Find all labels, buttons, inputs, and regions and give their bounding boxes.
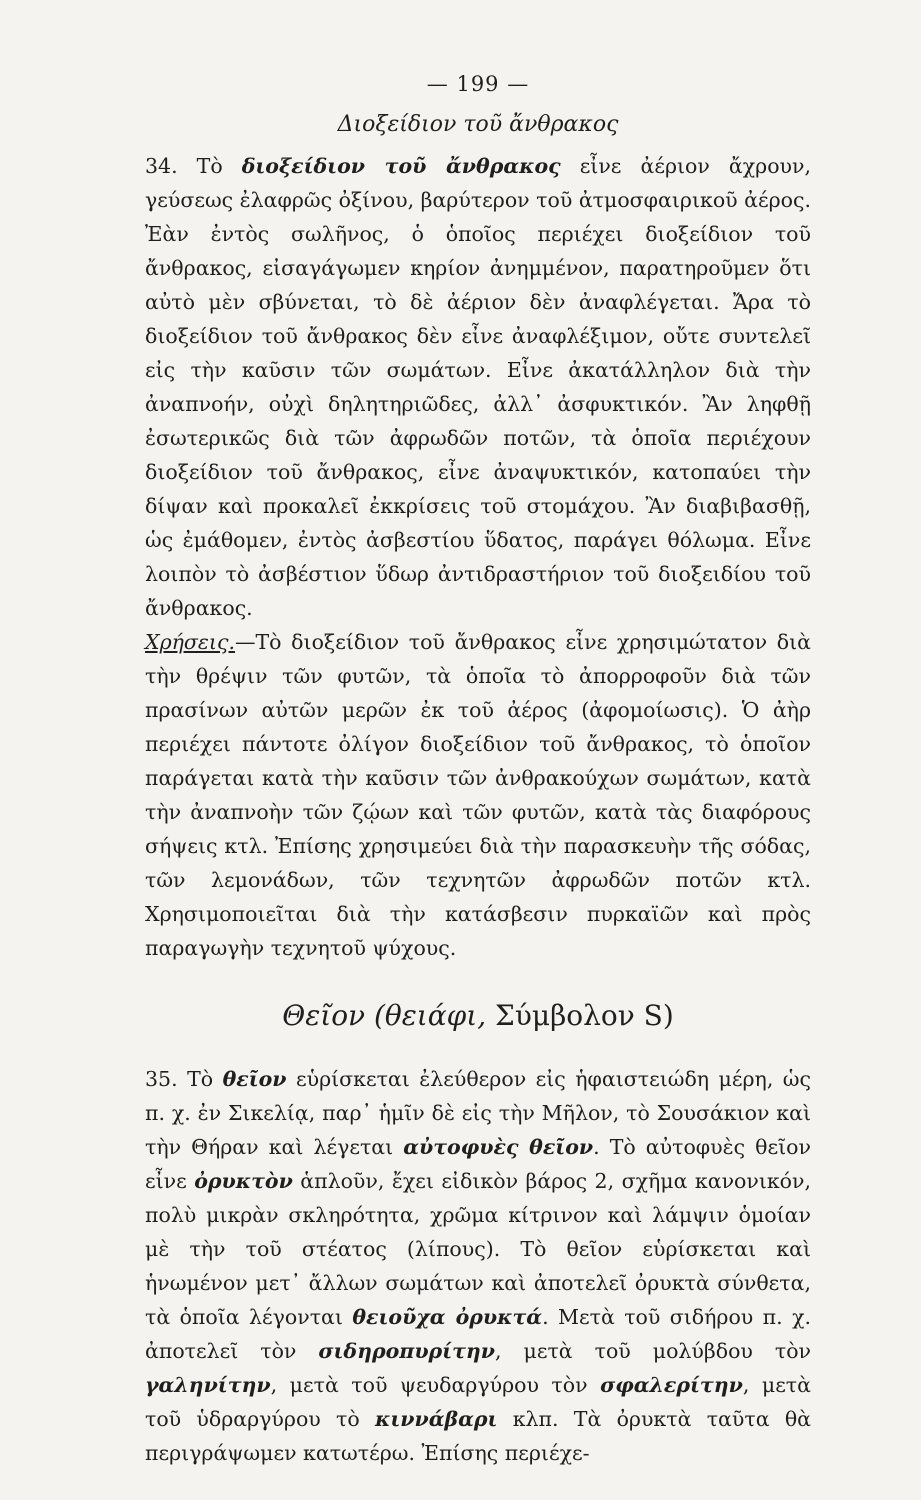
term-sulfur: θεῖον: [222, 1067, 287, 1091]
paragraph-34-number: 34. Τὸ: [145, 154, 242, 178]
section-heading-sulfur: [145, 999, 811, 1032]
p35-text-g: ἁπλοῦν, ἔχει εἰδικὸν βάρος 2, σχῆμα κανονικόν, πολὺ μικρὰν σκληρότητα, χρῶμα κίτρινον καὶ λάμψιν ὁμοίαν μὲ τὴν τοῦ στέατος (λίπους). Τὸ θεῖον εὑρίσκεται καὶ ἡνωμένον μετ᾿ ἄλλων σωμάτων καὶ ἀποτελεῖ ὀρυκτὰ σύνθετα, τὰ ὁποῖα λέγονται: [145, 1169, 811, 1329]
term-sphalerite: σφαλερίτην: [600, 1373, 743, 1397]
sulfur-heading-part2: Σύμβολον S): [486, 999, 674, 1032]
p35-text-i: . Μετὰ τοῦ σιδήρου π. χ. ἀποτελεῖ τὸν: [145, 1305, 812, 1363]
paragraph-34: [145, 149, 811, 625]
page-number: — 199 —: [426, 72, 530, 96]
paragraph-35: [145, 1062, 811, 1470]
p35-text-c: εὑρίσκεται ἐλεύθερον εἰς ἡφαιστειώδη μέρη, ὡς π. χ. ἐν Σικελίᾳ, παρ᾿ ἡμῖν δὲ εἰς τὴν Μῆλον, τὸ Σουσάκιον καὶ τὴν Θήραν καὶ λέγεται: [145, 1067, 812, 1159]
term-cinnabar: κιννάβαρι: [374, 1407, 498, 1431]
p35-text-q: κλπ. Τὰ ὀρυκτὰ ταῦτα θὰ περιγράψωμεν κατωτέρω. Ἐπίσης περιέχε-: [145, 1407, 811, 1465]
term-mineral: ὀρυκτὸν: [194, 1169, 293, 1193]
section-heading-carbon-dioxide: Διοξείδιον τοῦ ἄνθρακος: [337, 112, 619, 137]
term-carbon-dioxide: διοξείδιον τοῦ ἄνθρακος: [241, 154, 561, 178]
paragraph-uses: [145, 625, 811, 965]
p35-text-a: 35. Τὸ: [145, 1067, 223, 1091]
p35-text-k: , μετὰ τοῦ μολύβδου τὸν: [495, 1339, 811, 1363]
sulfur-heading-part1: Θεῖον (θειάφι,: [282, 999, 487, 1032]
p35-text-e: . Τὸ αὐτοφυὲς θεῖον εἶνε: [145, 1135, 811, 1193]
p35-text-o: , μετὰ τοῦ ὑδραργύρου τὸ: [145, 1373, 811, 1431]
term-native-sulfur: αὐτοφυὲς θεῖον: [403, 1135, 594, 1159]
term-pyrite: σιδηροπυρίτην: [318, 1339, 496, 1363]
uses-label: Χρήσεις.: [145, 630, 235, 654]
term-galena: γαληνίτην: [145, 1373, 271, 1397]
uses-text: —Τὸ διοξείδιον τοῦ ἄνθρακος εἶνε χρησιμώτατον διὰ τὴν θρέψιν τῶν φυτῶν, τὰ ὁποῖα τὸ ἀπορροφοῦν διὰ τῶν πρασίνων αὐτῶν μερῶν ἐκ τοῦ ἀέρος (ἀφομοίωσις). Ὁ ἀὴρ περιέχει πάντοτε ὀλίγον διοξείδιον τοῦ ἄνθρακος, τὸ ὁποῖον παράγεται κατὰ τὴν καῦσιν τῶν ἀνθρακούχων σωμάτων, κατὰ τὴν ἀναπνοὴν τῶν ζῴων καὶ τῶν φυτῶν, κατὰ τὰς διαφόρους σήψεις κτλ. Ἐπίσης χρησιμεύει διὰ τὴν παρασκευὴν τῆς σόδας, τῶν λεμονάδων, τῶν τεχνητῶν ἀφρωδῶν ποτῶν κτλ. Χρησιμοποιεῖται διὰ τὴν κατάσβεσιν πυρκαϊῶν καὶ πρὸς παραγωγὴν τεχνητοῦ ψύχους.: [145, 630, 811, 960]
p35-text-m: , μετὰ τοῦ ψευδαργύρου τὸν: [270, 1373, 601, 1397]
paragraph-34-text: εἶνε ἀέριον ἄχρουν, γεύσεως ἐλαφρῶς ὀξίνου, βαρύτερον τοῦ ἀτμοσφαιρικοῦ ἀέρος. Ἐὰν ἐντὸς σωλῆνος, ὁ ὁποῖος περιέχει διοξείδιον τοῦ ἄνθρακος, εἰσαγάγωμεν κηρίον ἀνημμένον, παρατηροῦμεν ὅτι αὐτὸ μὲν σβύνεται, τὸ δὲ ἀέριον δὲν ἀναφλέγεται. Ἄρα τὸ διοξείδιον τοῦ ἄνθρακος δὲν εἶνε ἀναφλέξιμον, οὔτε συντελεῖ εἰς τὴν καῦσιν τῶν σωμάτων. Εἶνε ἀκατάλληλον διὰ τὴν ἀναπνοήν, οὐχὶ δηλητηριῶδες, ἀλλ᾿ ἀσφυκτικόν. Ἂν ληφθῇ ἐσωτερικῶς διὰ τῶν ἀφρωδῶν ποτῶν, τὰ ὁποῖα περιέχουν διοξείδιον τοῦ ἄνθρακος, εἶνε ἀναψυκτικόν, κατοπαύει τὴν δίψαν καὶ προκαλεῖ ἐκκρίσεις τοῦ στομάχου. Ἂν διαβιβασθῇ, ὡς ἐμάθομεν, ἐντὸς ἀσβεστίου ὕδατος, παράγει θόλωμα. Εἶνε λοιπὸν τὸ ἀσβέστιον ὕδωρ ἀντιδραστήριον τοῦ διοξειδίου τοῦ ἄνθρακος.: [145, 154, 811, 620]
term-sulfide-minerals: θειοῦχα ὀρυκτά: [352, 1305, 543, 1329]
